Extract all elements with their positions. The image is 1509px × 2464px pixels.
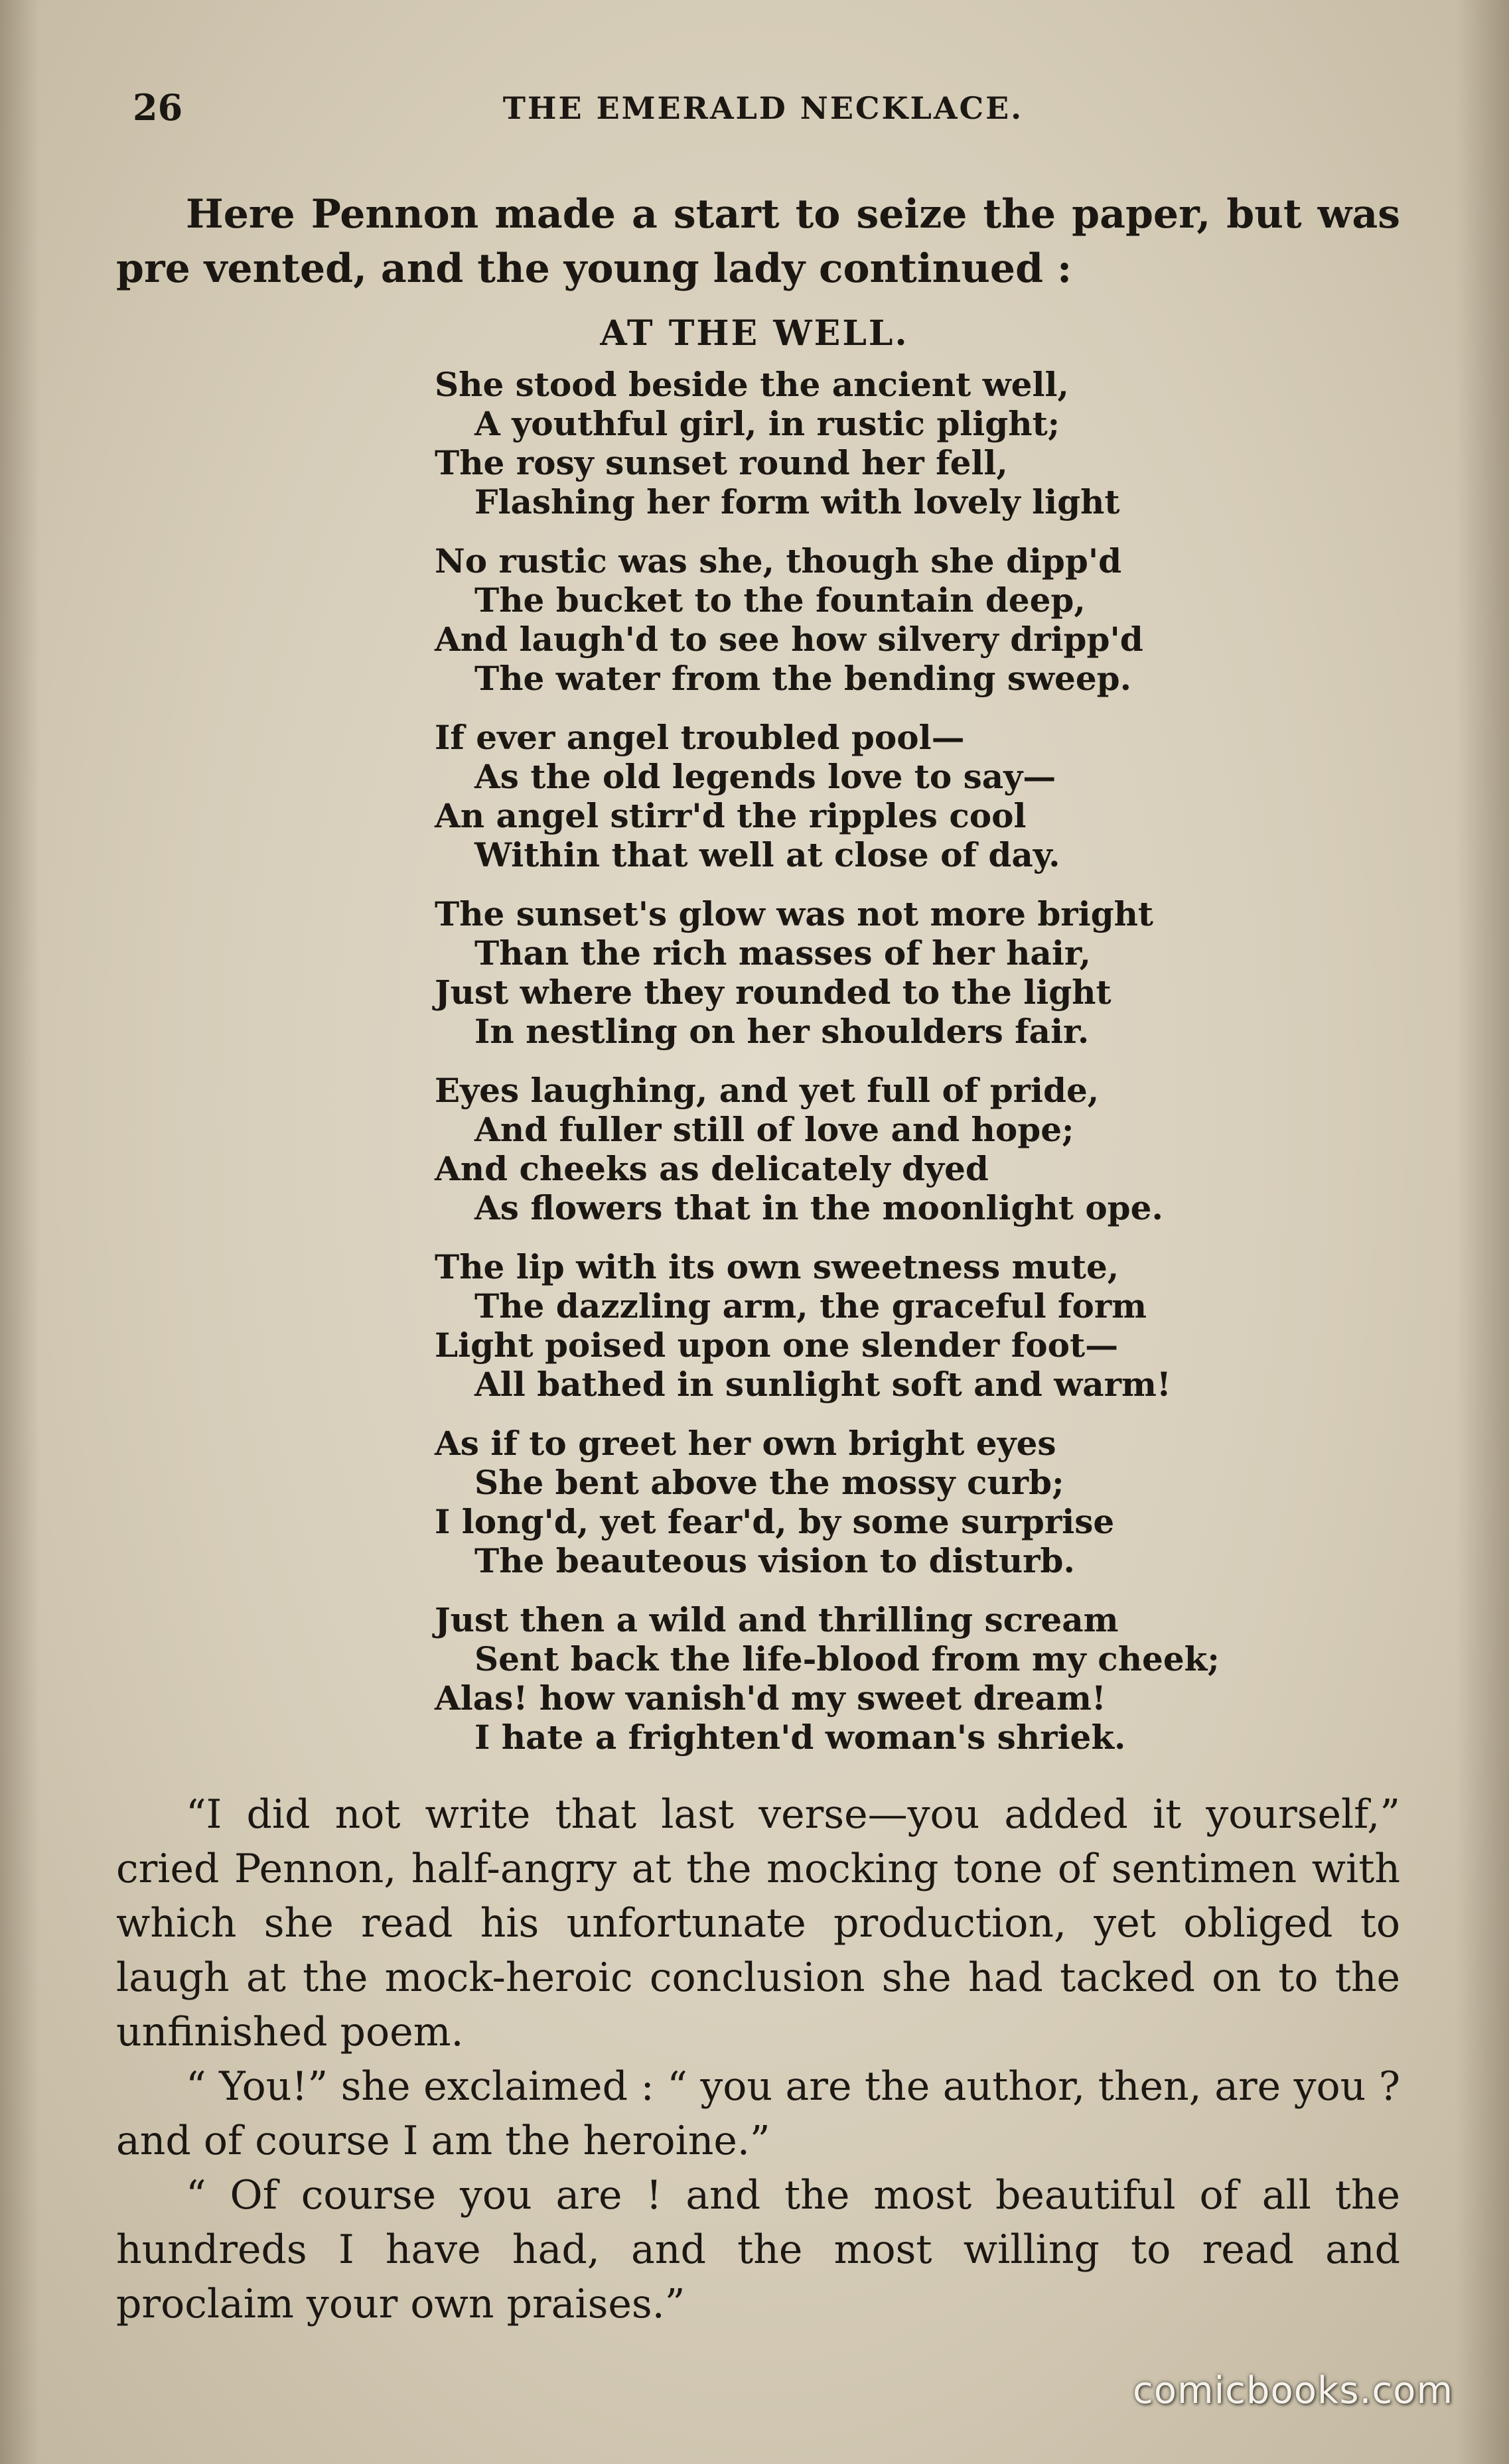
paragraph-text: “ Of course you are ! and the most beautiful of all the hundreds I have had, and the most willing to read and proclaim your own praises.”	[116, 2172, 1400, 2327]
poem-line: All bathed in sunlight soft and warm!	[474, 1365, 1171, 1404]
poem-line: The dazzling arm, the graceful form	[474, 1286, 1147, 1326]
running-title: THE EMERALD NECKLACE.	[502, 90, 1024, 126]
intro-paragraph	[116, 187, 1400, 296]
poem-line: The bucket to the fountain deep,	[474, 581, 1086, 620]
poem-line: If ever angel troubled pool—	[435, 718, 965, 757]
stanza-7	[435, 1424, 1377, 1580]
body-paragraph	[116, 1787, 1400, 2059]
stanza-8	[435, 1600, 1377, 1757]
stanza-1	[435, 365, 1377, 521]
poem-line: And laugh'd to see how silvery dripp'd	[435, 620, 1143, 659]
stanza-6	[435, 1247, 1377, 1404]
poem-line: No rustic was she, though she dipp'd	[435, 541, 1122, 581]
paragraph-text: “I did not write that last verse—you added it yourself,” cried Pennon, half-angry at the mocking tone of sentimen with which she read his unfortunate production, yet obliged to laugh at the mock-heroic conclusion she had tacked on to the unfinished poem.	[116, 1791, 1400, 2055]
poem-line: A youthful girl, in rustic plight;	[474, 404, 1060, 443]
stanza-5	[435, 1071, 1377, 1227]
stanza-3	[435, 718, 1377, 874]
poem-line: I hate a frighten'd woman's shriek.	[474, 1718, 1126, 1757]
stanza-4	[435, 894, 1377, 1051]
poem-line: Sent back the life-blood from my cheek;	[474, 1639, 1220, 1678]
poem-line: An angel stirr'd the ripples cool	[435, 796, 1027, 835]
paragraph-text: “ You!” she exclaimed : “ you are the author, then, are you ? and of course I am the heroine.”	[116, 2063, 1400, 2164]
poem-line: Just where they rounded to the light	[435, 973, 1112, 1012]
running-head	[133, 86, 1394, 139]
poem-line: Than the rich masses of her hair,	[474, 933, 1091, 973]
poem-line: The water from the bending sweep.	[474, 659, 1132, 698]
poem-line: The rosy sunset round her fell,	[435, 443, 1008, 482]
poem-line: The sunset's glow was not more bright	[435, 894, 1154, 933]
body-paragraph	[116, 2168, 1400, 2331]
page-edge-shadow-right	[1456, 0, 1509, 2464]
poem-line: The lip with its own sweetness mute,	[435, 1247, 1119, 1286]
poem-line: As flowers that in the moonlight ope.	[474, 1188, 1163, 1227]
watermark: comicbooks.com	[1132, 2369, 1453, 2412]
intro-paragraph-text: Here Pennon made a start to seize the paper, but was pre vented, and the young lady continued :	[116, 191, 1400, 292]
poem-line: She bent above the mossy curb;	[474, 1463, 1064, 1502]
poem-line: Within that well at close of day.	[474, 835, 1060, 874]
poem-line: Alas! how vanish'd my sweet dream!	[435, 1678, 1106, 1718]
page-edge-shadow-left	[0, 0, 40, 2464]
poem-line: The beauteous vision to disturb.	[474, 1541, 1075, 1580]
poem-line: And cheeks as delicately dyed	[435, 1149, 989, 1188]
poem-line: As the old legends love to say—	[474, 757, 1056, 796]
poem-line: She stood beside the ancient well,	[435, 365, 1069, 404]
poem-line: Just then a wild and thrilling scream	[435, 1600, 1119, 1639]
page-number: 26	[133, 86, 183, 129]
poem	[435, 365, 1377, 1777]
poem-line: In nestling on her shoulders fair.	[474, 1012, 1090, 1051]
poem-line: Flashing her form with lovely light	[474, 482, 1120, 521]
poem-line: And fuller still of love and hope;	[474, 1110, 1074, 1149]
poem-line: As if to greet her own bright eyes	[435, 1424, 1056, 1463]
body-paragraph	[116, 2059, 1400, 2168]
poem-line: Light poised upon one slender foot—	[435, 1326, 1119, 1365]
poem-line: I long'd, yet fear'd, by some surprise	[435, 1502, 1115, 1541]
stanza-2	[435, 541, 1377, 698]
poem-line: Eyes laughing, and yet full of pride,	[435, 1071, 1100, 1110]
poem-title: AT THE WELL.	[600, 313, 909, 354]
